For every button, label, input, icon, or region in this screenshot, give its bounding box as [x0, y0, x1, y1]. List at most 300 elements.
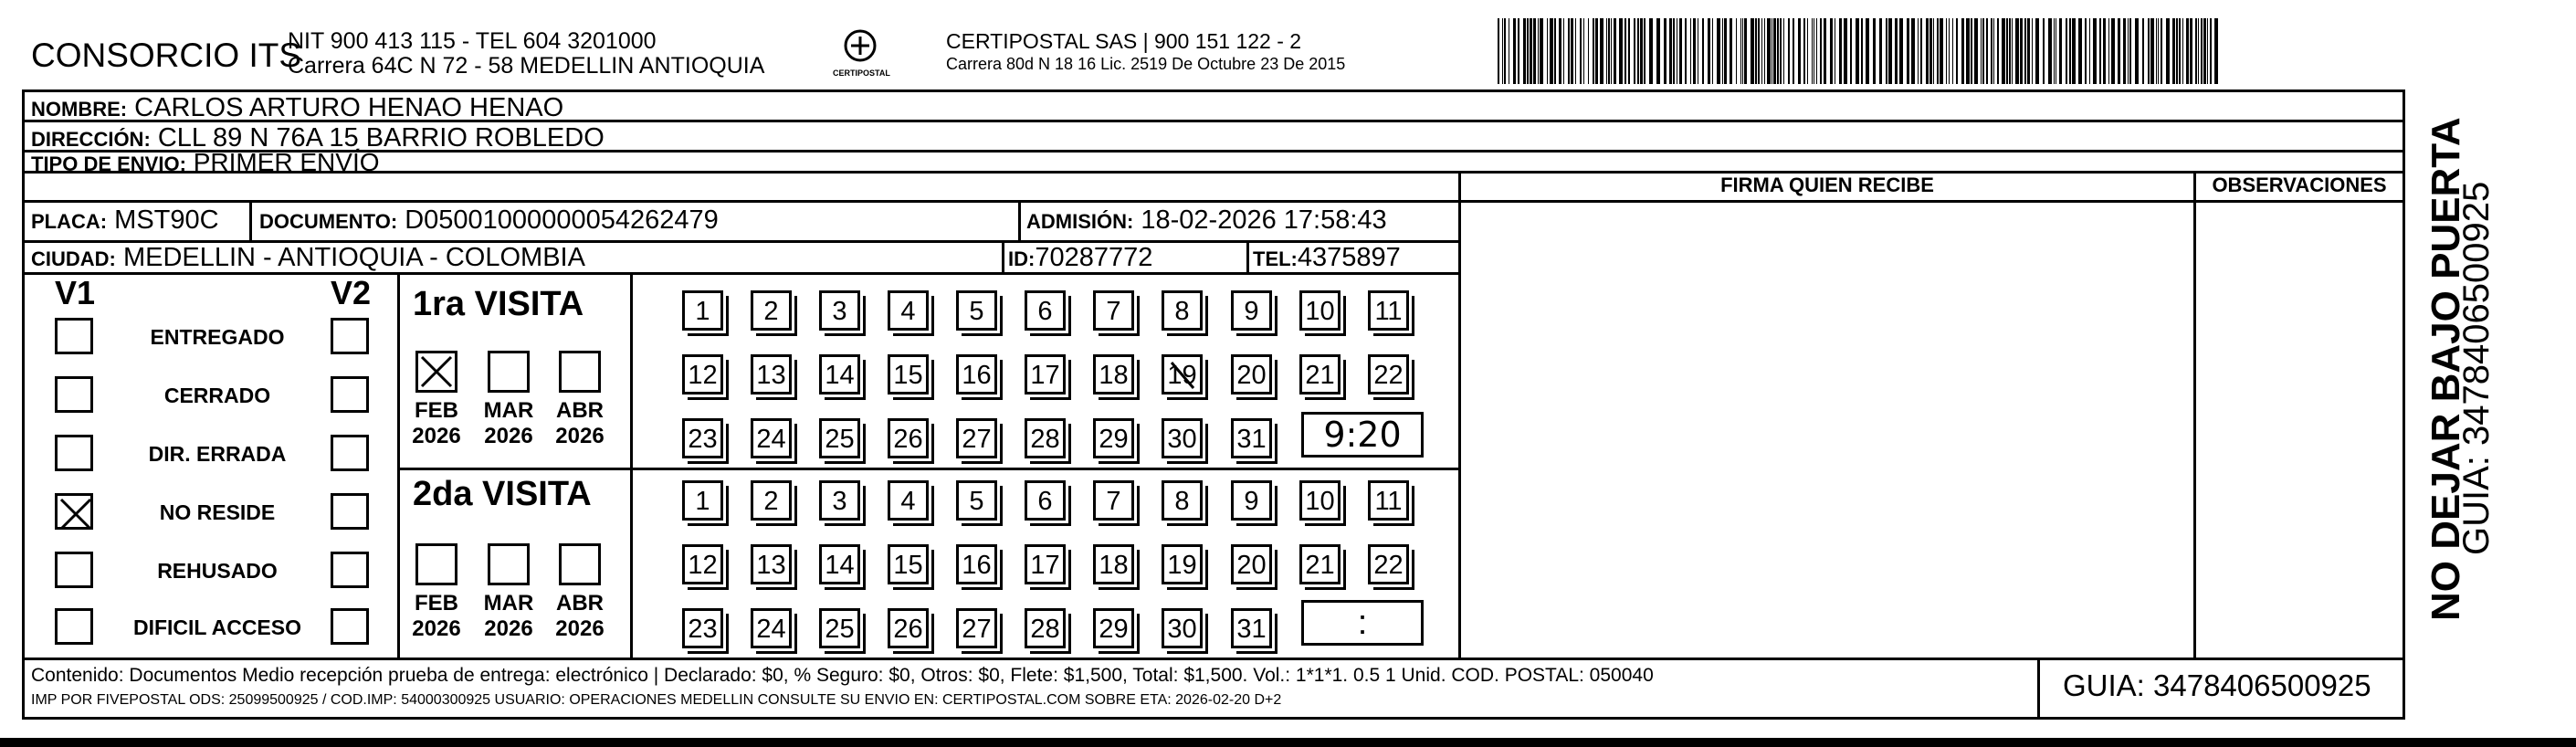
barcode-bar [1547, 18, 1548, 84]
month-label [552, 398, 608, 449]
logo-caption: CERTIPOSTAL [833, 68, 890, 78]
barcode-bar [1952, 18, 1953, 84]
barcode-bar [2054, 18, 2055, 84]
day-box[interactable]: 8 [1162, 480, 1203, 521]
month-name: ABR [556, 398, 604, 423]
barcode-bar [2158, 18, 2159, 84]
month-year: 2026 [412, 616, 461, 641]
day-box[interactable]: 26 [888, 608, 929, 648]
day-box[interactable]: 16 [956, 544, 997, 584]
check-mark-icon [58, 496, 94, 532]
month-year: 2026 [412, 424, 461, 448]
barcode-bar [2129, 18, 2131, 84]
barcode-bar [1888, 18, 1892, 84]
barcode-bar [2166, 18, 2170, 84]
barcode-bar [1593, 18, 1594, 84]
month-year: 2026 [555, 424, 605, 448]
day-box[interactable]: 28 [1025, 608, 1066, 648]
signer-header: FIRMA QUIEN RECIBE [1720, 174, 1934, 196]
day-box[interactable]: 29 [1093, 418, 1134, 458]
barcode-bar [1839, 18, 1842, 84]
barcode-bar [2179, 18, 2181, 84]
month-label [552, 591, 608, 642]
barcode-bar [1518, 18, 1519, 84]
visits-reason-sep [397, 272, 400, 658]
day-box[interactable]: 16 [956, 354, 997, 395]
form-right-border [2403, 120, 2405, 720]
barcode-bar [1600, 18, 1603, 84]
reason-label: DIR. ERRADA [148, 442, 287, 466]
day-box[interactable]: 22 [1368, 544, 1409, 584]
v2-checkbox[interactable] [331, 435, 369, 471]
barcode-bar [1736, 18, 1737, 84]
day-box[interactable]: 10 [1299, 480, 1341, 521]
v1-checkbox[interactable] [55, 318, 93, 354]
barcode-bar [1861, 18, 1863, 84]
page-bottom-edge [0, 738, 2576, 747]
footer-guide-sep [2037, 658, 2040, 719]
day-box[interactable]: 17 [1025, 544, 1066, 584]
barcode-bar [1673, 18, 1675, 84]
month-year: 2026 [484, 616, 533, 641]
reason-label: ENTREGADO [150, 325, 285, 349]
plate-label: PLACA: [31, 210, 108, 233]
barcode-bar [1664, 18, 1667, 84]
barcode-bar [1755, 18, 1757, 84]
month-name: MAR [483, 591, 534, 615]
day-box[interactable]: 23 [682, 418, 723, 458]
check-mark-icon [1164, 357, 1201, 394]
barcode-bar [1971, 18, 1972, 84]
barcode-bar [2123, 18, 2126, 84]
barcode-bar [1940, 18, 1943, 84]
barcode-bar [2135, 18, 2139, 84]
barcode-bar [2078, 18, 2082, 84]
barcode-bar [2142, 18, 2144, 84]
barcode-bar [1717, 18, 1720, 84]
barcode-bar [1918, 18, 1919, 84]
barcode-bar [1712, 18, 1713, 84]
col-sep [1002, 240, 1004, 272]
footer-content: Contenido: Documentos Medio recepción prueba de entrega: electrónico | Declarado: $0, % Seguro: $0, Otros: $0, Flete: $1,500, Total: $1,500. Vol.: 1*1*1. 0.5 1 Unid. COD. POSTAL: 050040 [31, 665, 1654, 686]
month-name: MAR [483, 398, 534, 423]
barcode-bar [1946, 18, 1947, 84]
barcode-bar [1911, 18, 1915, 84]
barcode-bar [1523, 18, 1526, 84]
footer-guide-number: GUIA: 3478406500925 [2063, 668, 2371, 702]
type-label: TIPO DE ENVIO: [31, 153, 186, 175]
company-name: CONSORCIO ITS [31, 37, 302, 74]
barcode-bar [1708, 18, 1710, 84]
day-box[interactable]: 5 [956, 290, 997, 331]
barcode-bar [2203, 18, 2206, 84]
barcode-bar [1929, 18, 1932, 84]
barcode-bar [1803, 18, 1805, 84]
col-sep [1018, 200, 1021, 240]
observations-header: OBSERVACIONES [2212, 174, 2387, 196]
barcode-bar [2195, 18, 2197, 84]
barcode-bar [2190, 18, 2192, 84]
day-box[interactable]: 27 [956, 418, 997, 458]
day-box[interactable]: 3 [819, 480, 860, 521]
document-cell [259, 205, 719, 237]
footer-print-info: IMP POR FIVEPOSTAL ODS: 25099500925 / COD.IMP: 54000300925 USUARIO: OPERACIONES MEDELLIN CONSULTE SU ENVIO EN: CERTIPOSTAL.COM SOBRE ETA: 2026-02-20 D+2 [31, 692, 1282, 708]
barcode-bar [1679, 18, 1682, 84]
barcode-bar [1961, 18, 1964, 84]
v1-checkbox[interactable] [55, 435, 93, 471]
day-box[interactable]: 31 [1231, 418, 1272, 458]
barcode-bar [1644, 18, 1645, 84]
company-address: Carrera 64C N 72 - 58 MEDELLIN ANTIOQUIA [288, 53, 765, 79]
barcode-bar [1773, 18, 1776, 84]
day-box[interactable]: 21 [1299, 354, 1341, 395]
barcode-bar [2210, 18, 2212, 84]
day-box[interactable]: 4 [888, 290, 929, 331]
day-box[interactable]: 25 [819, 608, 860, 648]
document-value: D05001000000054262479 [405, 205, 719, 235]
barcode-bar [1588, 18, 1589, 84]
day-box[interactable]: 18 [1093, 354, 1134, 395]
plate-cell [31, 205, 219, 237]
v2-checkbox[interactable] [331, 318, 369, 354]
day-box[interactable]: 30 [1162, 418, 1203, 458]
barcode-bar [1949, 18, 1950, 84]
recipient-address: CLL 89 N 76A 15 BARRIO ROBLEDO [157, 123, 605, 153]
barcode-bar [1614, 18, 1616, 84]
month-name: FEB [415, 591, 458, 615]
barcode-bar [1530, 18, 1532, 84]
day-box[interactable]: 18 [1093, 544, 1134, 584]
day-box[interactable]: 11 [1368, 290, 1409, 331]
row-sep [22, 200, 1460, 203]
barcode-bar [1571, 18, 1573, 84]
tel-value: 4375897 [1297, 243, 1401, 272]
v2-checkbox[interactable] [331, 493, 369, 530]
day-box[interactable]: 13 [751, 544, 792, 584]
barcode-bar [1850, 18, 1852, 84]
barcode-bar [2198, 18, 2199, 84]
barcode-bar [1956, 18, 1958, 84]
v2-checkbox[interactable] [331, 376, 369, 413]
day-box[interactable]: 15 [888, 354, 929, 395]
barcode-bar [1730, 18, 1732, 84]
day-box[interactable]: 13 [751, 354, 792, 395]
side-guide-number: GUIA: 3478406500925 [2456, 181, 2497, 555]
day-box[interactable]: 14 [819, 544, 860, 584]
barcode-bar [1656, 18, 1660, 84]
day-box[interactable]: 5 [956, 480, 997, 521]
v1-checkbox[interactable] [55, 608, 93, 645]
city-label: CIUDAD: [31, 247, 116, 270]
barcode-bar [1550, 18, 1553, 84]
v1-checkbox[interactable] [55, 493, 93, 530]
barcode-bar [2012, 18, 2013, 84]
day-box[interactable]: 3 [819, 290, 860, 331]
barcode-bar [1685, 18, 1687, 84]
barcode-bar [2148, 18, 2150, 84]
barcode-bar [1920, 18, 1922, 84]
month-checkbox[interactable] [415, 543, 457, 585]
v2-checkbox[interactable] [331, 608, 369, 645]
day-box[interactable]: 27 [956, 608, 997, 648]
barcode-bar [1856, 18, 1859, 84]
barcode-bar [1690, 18, 1691, 84]
day-box[interactable]: 14 [819, 354, 860, 395]
barcode-bar [1899, 18, 1903, 84]
day-box[interactable]: 2 [751, 290, 792, 331]
barcode-bar [1780, 18, 1782, 84]
barcode-bar [1693, 18, 1696, 84]
day-box[interactable]: 19 [1162, 544, 1203, 584]
day-box[interactable]: 26 [888, 418, 929, 458]
barcode-bar [1527, 18, 1529, 84]
day-box[interactable]: 24 [751, 418, 792, 458]
barcode-bar [1583, 18, 1584, 84]
signature-left-border [1458, 171, 1461, 658]
barcode-bar [1820, 18, 1822, 84]
barcode-bar [2069, 18, 2071, 84]
barcode-bar [2156, 18, 2157, 84]
barcode-bar [2186, 18, 2189, 84]
barcode-bar [1533, 18, 1536, 84]
day-box[interactable]: 7 [1093, 480, 1134, 521]
tel-label: TEL: [1253, 247, 1298, 270]
barcode-bar [1816, 18, 1817, 84]
barcode-bar [1788, 18, 1790, 84]
barcode-bar [2111, 18, 2115, 84]
logo-icon [842, 27, 878, 64]
carrier-address: Carrera 80d N 18 16 Lic. 2519 De Octubre 23 De 2015 [946, 55, 1346, 73]
month-year: 2026 [484, 424, 533, 448]
day-box[interactable]: 12 [682, 354, 723, 395]
v1-checkbox[interactable] [55, 376, 93, 413]
barcode-bar [1764, 18, 1765, 84]
day-box[interactable]: 25 [819, 418, 860, 458]
barcode-bar [1844, 18, 1847, 84]
barcode-bar [2027, 18, 2030, 84]
barcode-bar [2015, 18, 2019, 84]
day-box[interactable]: 6 [1025, 480, 1066, 521]
day-box[interactable]: 20 [1231, 544, 1272, 584]
city-value: MEDELLIN - ANTIOQUIA - COLOMBIA [122, 243, 585, 272]
barcode-bar [2099, 18, 2101, 84]
col-sep [1246, 240, 1249, 272]
month-checkbox[interactable] [488, 543, 530, 585]
v1-checkbox[interactable] [55, 552, 93, 588]
month-label [480, 591, 537, 642]
footer-sep [22, 658, 2405, 660]
first-visit-time[interactable]: 9:20 [1301, 412, 1424, 458]
day-box[interactable]: 15 [888, 544, 929, 584]
barcode-bar [1580, 18, 1582, 84]
month-checkbox[interactable] [559, 543, 601, 585]
barcode-bar [2072, 18, 2076, 84]
barcode-bar [2059, 18, 2062, 84]
barcode-bar [1498, 18, 1499, 84]
barcode-bar [1628, 18, 1630, 84]
month-checkbox[interactable] [488, 351, 530, 393]
document-label: DOCUMENTO: [259, 210, 398, 233]
barcode-bar [1886, 18, 1887, 84]
barcode-bar [1740, 18, 1741, 84]
barcode-bar [1907, 18, 1909, 84]
day-box[interactable]: 30 [1162, 608, 1203, 648]
barcode-bar [1767, 18, 1771, 84]
day-box[interactable]: 7 [1093, 290, 1134, 331]
barcode-bar [2066, 18, 2067, 84]
barcode-bar [1606, 18, 1607, 84]
month-year: 2026 [555, 616, 605, 641]
company-nit: NIT 900 413 115 - TEL 604 3201000 [288, 28, 657, 54]
barcode-bar [1937, 18, 1939, 84]
barcode [1498, 18, 2219, 84]
signature-header-sep [1458, 200, 2405, 203]
day-box[interactable]: 29 [1093, 608, 1134, 648]
barcode-bar [1974, 18, 1978, 84]
v1-header: V1 [55, 274, 96, 311]
barcode-bar [1513, 18, 1516, 84]
barcode-bar [2035, 18, 2039, 84]
day-box[interactable]: 6 [1025, 290, 1066, 331]
day-box[interactable]: 1 [682, 290, 723, 331]
barcode-bar [1895, 18, 1898, 84]
barcode-bar [2002, 18, 2005, 84]
barcode-bar [2207, 18, 2208, 84]
id-label: ID: [1008, 247, 1036, 270]
barcode-bar [2006, 18, 2008, 84]
barcode-bar [1540, 18, 1543, 84]
day-box[interactable]: 17 [1025, 354, 1066, 395]
second-visit-title: 2da VISITA [413, 475, 592, 513]
barcode-bar [1608, 18, 1610, 84]
carrier-name: CERTIPOSTAL SAS | 900 151 122 - 2 [946, 29, 1302, 53]
admission-label: ADMISIÓN: [1026, 210, 1134, 233]
barcode-bar [1993, 18, 1994, 84]
certipostal-logo [833, 27, 888, 78]
barcode-bar [2020, 18, 2023, 84]
day-box[interactable]: 11 [1368, 480, 1409, 521]
day-box[interactable]: 12 [682, 544, 723, 584]
recipient-name: CARLOS ARTURO HENAO HENAO [134, 93, 564, 122]
barcode-bar [1504, 18, 1506, 84]
barcode-bar [2108, 18, 2109, 84]
day-box[interactable]: 9 [1231, 290, 1272, 331]
admission-value: 18-02-2026 17:58:43 [1141, 205, 1387, 235]
admission-cell [1026, 205, 1387, 237]
col-sep [249, 200, 252, 240]
month-checkbox[interactable] [559, 351, 601, 393]
barcode-bar [2182, 18, 2183, 84]
v2-checkbox[interactable] [331, 552, 369, 588]
day-box[interactable]: 22 [1368, 354, 1409, 395]
plate-value: MST90C [114, 205, 219, 235]
barcode-bar [1783, 18, 1784, 84]
barcode-bar [1619, 18, 1623, 84]
barcode-bar [1981, 18, 1982, 84]
name-row [31, 92, 563, 125]
barcode-bar [1575, 18, 1576, 84]
barcode-bar [1649, 18, 1653, 84]
barcode-bar [1793, 18, 1794, 84]
barcode-bar [1830, 18, 1833, 84]
barcode-bar [1926, 18, 1929, 84]
day-box[interactable]: 28 [1025, 418, 1066, 458]
day-box[interactable]: 4 [888, 480, 929, 521]
company-info [288, 29, 764, 79]
barcode-bar [2176, 18, 2178, 84]
barcode-bar [1702, 18, 1704, 84]
barcode-bar [2172, 18, 2175, 84]
day-box[interactable]: 2 [751, 480, 792, 521]
day-box[interactable]: 31 [1231, 608, 1272, 648]
day-box[interactable]: 8 [1162, 290, 1203, 331]
barcode-bar [2085, 18, 2087, 84]
barcode-bar [2128, 18, 2129, 84]
barcode-bar [2009, 18, 2011, 84]
reason-label: NO RESIDE [159, 500, 276, 524]
barcode-bar [1966, 18, 1970, 84]
barcode-bar [1595, 18, 1598, 84]
day-box[interactable]: 23 [682, 608, 723, 648]
day-box[interactable]: 9 [1231, 480, 1272, 521]
barcode-bar [2214, 18, 2218, 84]
barcode-bar [1554, 18, 1556, 84]
form-left-border [22, 89, 25, 720]
barcode-bar [1502, 18, 1503, 84]
month-checkbox[interactable] [415, 351, 457, 393]
barcode-bar [1744, 18, 1747, 84]
reason-label: REHUSADO [157, 559, 278, 583]
barcode-bar [2093, 18, 2097, 84]
day-box[interactable]: 21 [1299, 544, 1341, 584]
month-label [480, 398, 537, 449]
barcode-bar [1824, 18, 1826, 84]
barcode-bar [1634, 18, 1635, 84]
barcode-bar [1873, 18, 1876, 84]
carrier-info [946, 29, 1345, 75]
barcode-bar [2201, 18, 2203, 84]
day-box[interactable]: 24 [751, 608, 792, 648]
barcode-bar [1669, 18, 1672, 84]
second-visit-time[interactable]: : [1301, 600, 1424, 646]
barcode-bar [1758, 18, 1760, 84]
day-box[interactable]: 19 [1162, 354, 1203, 395]
id-value: 70287772 [1035, 243, 1153, 272]
city-cell [31, 242, 585, 275]
barcode-bar [1751, 18, 1754, 84]
barcode-bar [1563, 18, 1564, 84]
barcode-bar [1611, 18, 1612, 84]
barcode-bar [1986, 18, 1988, 84]
name-label: NOMBRE: [31, 98, 128, 121]
day-box[interactable]: 10 [1299, 290, 1341, 331]
reason-label: DIFICIL ACCESO [132, 615, 301, 639]
barcode-bar [1798, 18, 1801, 84]
barcode-bar [2043, 18, 2045, 84]
day-box[interactable]: 1 [682, 480, 723, 521]
barcode-bar [1807, 18, 1808, 84]
form-bottom-border [22, 717, 2405, 720]
day-box[interactable]: 20 [1231, 354, 1272, 395]
first-visit-title: 1ra VISITA [413, 285, 584, 323]
barcode-bar [1624, 18, 1626, 84]
address-label: DIRECCIÓN: [31, 128, 151, 151]
barcode-bar [1879, 18, 1882, 84]
barcode-bar [1866, 18, 1869, 84]
barcode-bar [2032, 18, 2033, 84]
barcode-bar [2048, 18, 2052, 84]
barcode-bar [1722, 18, 1723, 84]
